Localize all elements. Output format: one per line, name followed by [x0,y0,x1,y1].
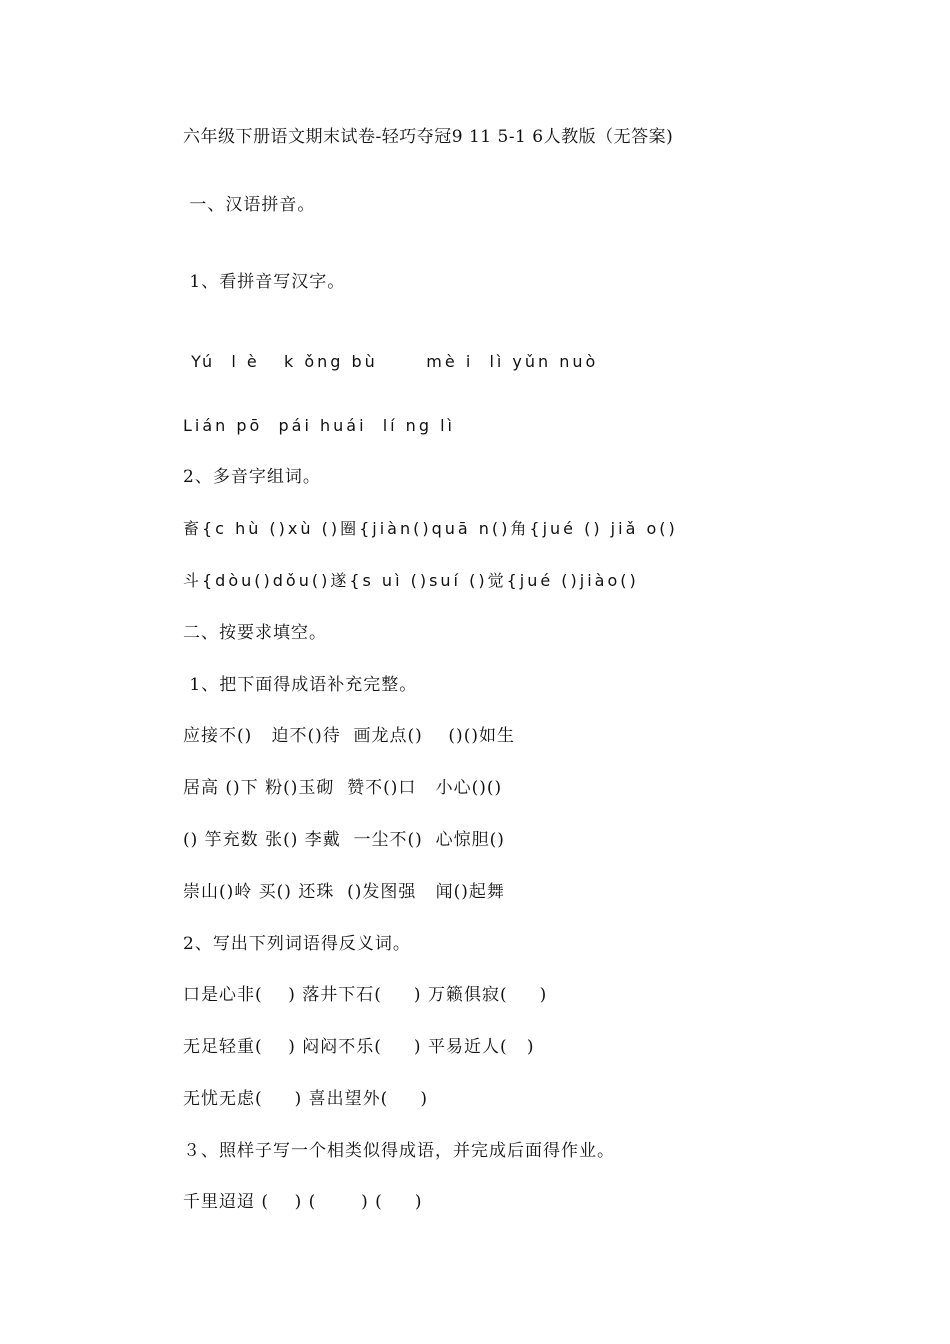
idiom-line: 应接不() 迫不()待 画龙点() ()()如生 [183,726,515,746]
polyphone-line: 斗{dòu()dǒu()遂{s uì ()suí ()觉{jué ()jiào() [183,571,639,590]
question-heading: 2、写出下列词语得反义词。 [183,934,411,954]
question-heading: 1、把下面得成语补充完整。 [183,675,418,695]
question-heading: ３、照样子写一个相类似得成语，并完成后面得作业。 [183,1141,615,1161]
idiom-line: 居高 ()下 粉()玉砌 赞不()口 小心()() [183,778,503,798]
pinyin-line: Lián pō pái huái lí ng lì [183,416,455,435]
question-heading: 1、看拼音写汉字。 [183,272,346,292]
antonym-line: 无忧无虑( ) 喜出望外( ) [183,1089,428,1109]
antonym-line: 口是心非( ) 落井下石( ) 万籁俱寂( ) [183,985,548,1005]
polyphone-line: 畜{c hù ()xù ()圈{jiàn()quā n()角{jué () jiǎ o() [183,519,678,538]
pinyin-line: Yú l è k ǒng bù mè i lì yǔn nuò [183,352,599,371]
idiom-line: () 竽充数 张() 李戴 一尘不() 心惊胆() [183,830,505,850]
antonym-line: 无足轻重( ) 闷闷不乐( ) 平易近人( ) [183,1037,535,1057]
document-title: 六年级下册语文期末试卷-轻巧夺冠9 11 5-1 6人教版（无答案) [183,127,674,147]
section-heading-pinyin: 一、汉语拼音。 [183,195,316,215]
idiom-line: 崇山()岭 买() 还珠 ()发图强 闻()起舞 [183,882,505,902]
section-heading-fill: 二、按要求填空。 [183,623,327,643]
question-heading: 2、多音字组词。 [183,467,321,487]
idiom-example-line: 千里迢迢 ( ) ( ) ( ) [183,1192,423,1212]
